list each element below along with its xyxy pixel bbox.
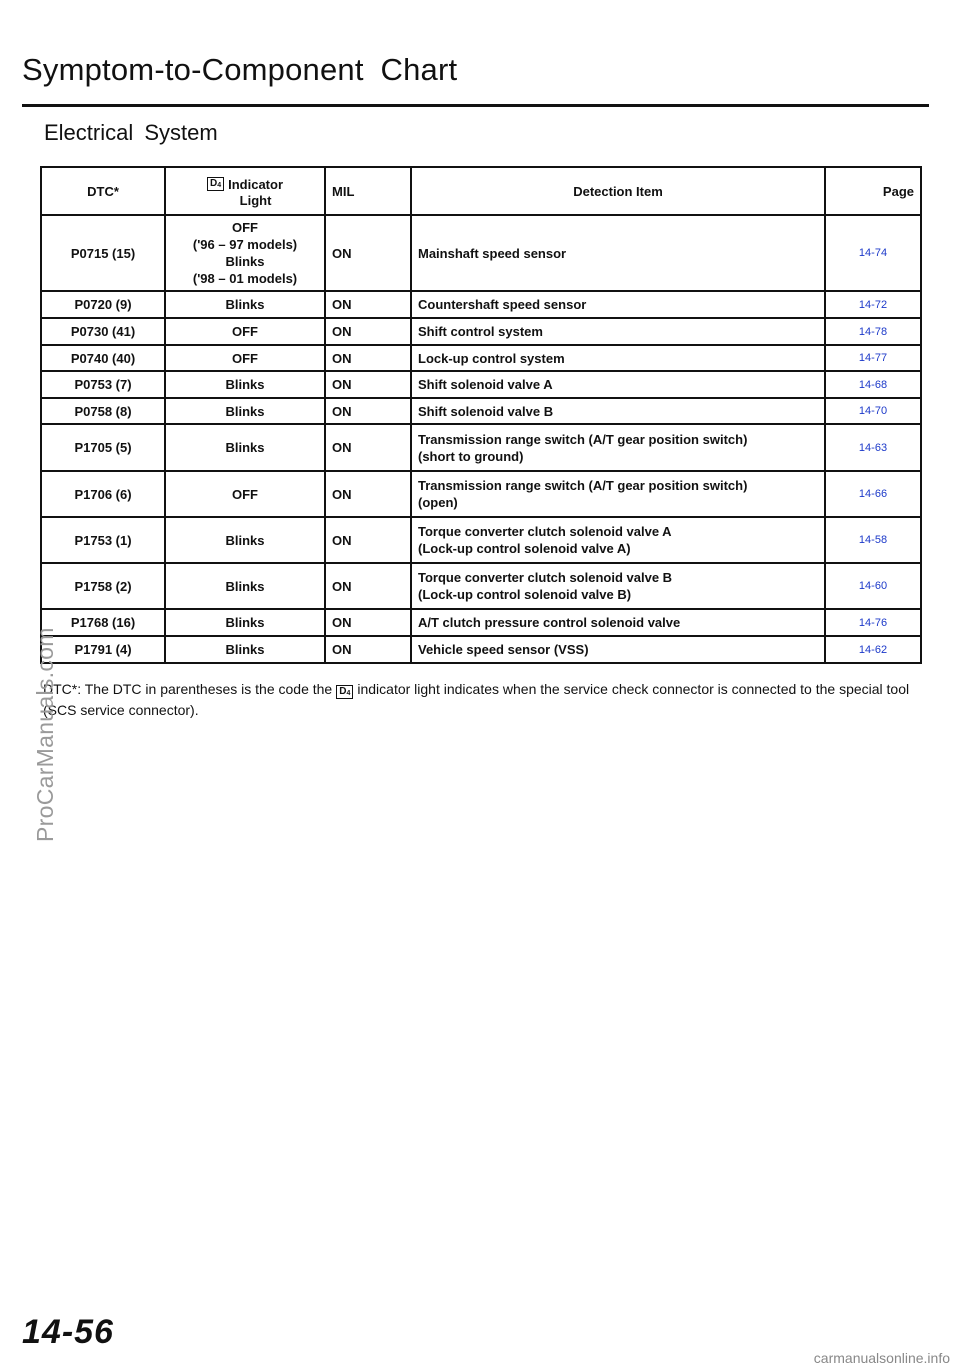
dtc-code: P0715 (15): [70, 245, 136, 261]
detection-item: Shift solenoid valve A: [418, 377, 553, 392]
page-reference-link[interactable]: 14-60: [858, 580, 888, 592]
table-row: [41, 424, 921, 471]
mil-status: ON: [332, 403, 352, 419]
indicator-status: Blinks: [225, 377, 265, 392]
dtc-code: P1791 (4): [74, 642, 132, 657]
page-reference-link[interactable]: 14-68: [858, 378, 888, 391]
table-row: [41, 345, 921, 371]
dtc-cell: [41, 398, 165, 424]
indicator-cell: [165, 371, 325, 398]
dtc-code: P1706 (6): [74, 486, 132, 502]
page-reference-link[interactable]: 14-66: [858, 488, 888, 500]
indicator-status: OFF: [232, 350, 258, 366]
detection-item: Lock-up control system: [418, 350, 565, 366]
dtc-cell: [41, 345, 165, 371]
mil-cell: [325, 517, 411, 563]
mil-cell: [325, 215, 411, 291]
mil-status: ON: [332, 377, 352, 392]
indicator-status: Blinks: [225, 532, 265, 548]
mil-cell: [325, 424, 411, 471]
symptom-table: [40, 166, 922, 664]
detection-item: Vehicle speed sensor (VSS): [418, 642, 589, 657]
dtc-cell: [41, 517, 165, 563]
mil-status: ON: [332, 642, 352, 657]
page-cell: [825, 471, 921, 517]
table-row: [41, 609, 921, 636]
header-mil: MIL: [325, 167, 411, 215]
dtc-cell: [41, 636, 165, 663]
indicator-status: Blinks: [225, 642, 265, 657]
detection-cell: [411, 609, 825, 636]
mil-cell: [325, 609, 411, 636]
table-row: [41, 471, 921, 517]
detection-cell: [411, 424, 825, 471]
dtc-code: P0740 (40): [70, 350, 136, 366]
page-cell: [825, 563, 921, 609]
mil-cell: [325, 636, 411, 663]
mil-cell: [325, 398, 411, 424]
header-indicator-line1: Indicator: [228, 176, 284, 192]
table-row: [41, 636, 921, 663]
indicator-status: Blinks: [225, 403, 265, 419]
dtc-cell: [41, 318, 165, 345]
detection-item: (Lock-up control solenoid valve B): [418, 587, 632, 602]
indicator-status: Blinks: [225, 440, 265, 455]
page-cell: [825, 398, 921, 424]
page-cell: [825, 424, 921, 471]
section-subtitle: Electrical System: [44, 120, 218, 145]
dtc-code: P0730 (41): [70, 324, 136, 339]
detection-item: Mainshaft speed sensor: [418, 245, 567, 261]
detection-item: A/T clutch pressure control solenoid valve: [418, 615, 681, 630]
detection-item: Transmission range switch (A/T gear position switch): [418, 431, 748, 447]
detection-cell: [411, 398, 825, 424]
mil-cell: [325, 318, 411, 345]
detection-item: (open): [418, 495, 458, 510]
mil-status: ON: [332, 615, 352, 630]
mil-status: ON: [332, 297, 352, 312]
dtc-cell: [41, 471, 165, 517]
indicator-status: ('98 – 01 models): [192, 271, 298, 286]
dtc-cell: [41, 291, 165, 318]
page-reference-link[interactable]: 14-77: [858, 352, 888, 364]
detection-item: (short to ground): [418, 448, 524, 464]
indicator-status: Blinks: [225, 254, 265, 269]
indicator-cell: [165, 345, 325, 371]
detection-cell: [411, 318, 825, 345]
detection-cell: [411, 471, 825, 517]
indicator-status: OFF: [232, 324, 258, 339]
footnote-prefix: DTC*: The DTC in parentheses is the code the: [43, 681, 333, 697]
indicator-status: OFF: [232, 486, 258, 502]
table-row: [41, 398, 921, 424]
mil-status: ON: [332, 486, 352, 502]
page-cell: [825, 636, 921, 663]
footnote: [43, 679, 913, 721]
dtc-cell: [41, 371, 165, 398]
indicator-status: Blinks: [225, 578, 265, 594]
footnote-suffix: indicator light indicates when the service check connector is connected to the special tool (SCS service connector).: [43, 681, 910, 718]
indicator-cell: [165, 318, 325, 345]
detection-item: Countershaft speed sensor: [418, 297, 587, 312]
detection-cell: [411, 345, 825, 371]
table-row: [41, 563, 921, 609]
dtc-code: P0720 (9): [74, 297, 132, 312]
dtc-cell: [41, 424, 165, 471]
header-page: Page: [825, 167, 921, 215]
dtc-code: P1758 (2): [74, 578, 132, 594]
page-cell: [825, 371, 921, 398]
indicator-cell: [165, 636, 325, 663]
title-rule: [22, 104, 929, 107]
page-reference-link[interactable]: 14-72: [858, 298, 888, 311]
table-row: [41, 318, 921, 345]
detection-item: Transmission range switch (A/T gear position switch): [418, 478, 748, 493]
detection-item: Shift control system: [418, 324, 543, 339]
detection-item: (Lock-up control solenoid valve A): [418, 541, 631, 556]
page-cell: [825, 609, 921, 636]
indicator-status: ('96 – 97 models): [192, 237, 298, 252]
dtc-code: P1768 (16): [70, 615, 136, 630]
page-cell: [825, 291, 921, 318]
page-reference-link[interactable]: 14-62: [858, 643, 888, 656]
page-reference-link[interactable]: 14-76: [858, 616, 888, 629]
mil-cell: [325, 563, 411, 609]
table-row: [41, 291, 921, 318]
indicator-cell: [165, 398, 325, 424]
table-header-row: [41, 167, 921, 215]
page-reference-link[interactable]: 14-70: [858, 405, 888, 417]
mil-status: ON: [332, 532, 352, 548]
dtc-cell: [41, 215, 165, 291]
detection-item: Shift solenoid valve B: [418, 403, 554, 419]
dtc-cell: [41, 563, 165, 609]
mil-cell: [325, 471, 411, 517]
page-cell: [825, 345, 921, 371]
table-row: [41, 215, 921, 291]
page-reference-link[interactable]: 14-78: [858, 325, 888, 338]
page-title: Symptom-to-Component Chart: [22, 52, 458, 87]
d4-indicator-icon: $D_4$: [207, 177, 224, 191]
page-cell: [825, 318, 921, 345]
mil-status: ON: [332, 350, 352, 366]
page-number: 14-56: [22, 1313, 114, 1351]
indicator-cell: [165, 424, 325, 471]
dtc-code: P1753 (1): [74, 532, 132, 548]
dtc-code: P0758 (8): [74, 403, 132, 419]
mil-status: ON: [332, 578, 352, 594]
detection-item: Torque converter clutch solenoid valve B: [418, 570, 673, 585]
d4-indicator-icon: $D_4$: [336, 685, 353, 699]
dtc-code: P0753 (7): [74, 377, 132, 392]
table-row: [41, 517, 921, 563]
mil-cell: [325, 291, 411, 318]
detection-cell: [411, 517, 825, 563]
mil-cell: [325, 371, 411, 398]
header-indicator-line2: Light: [239, 192, 272, 208]
page-cell: [825, 517, 921, 563]
table-row: [41, 371, 921, 398]
indicator-cell: [165, 517, 325, 563]
page-cell: [825, 215, 921, 291]
indicator-cell: [165, 609, 325, 636]
detection-cell: [411, 636, 825, 663]
detection-cell: [411, 563, 825, 609]
mil-status: ON: [332, 324, 352, 339]
indicator-cell: [165, 471, 325, 517]
detection-cell: [411, 215, 825, 291]
indicator-cell: [165, 563, 325, 609]
page-reference-link[interactable]: 14-74: [858, 247, 888, 259]
header-dtc: DTC*: [41, 167, 165, 215]
detection-cell: [411, 371, 825, 398]
indicator-status: OFF: [232, 220, 258, 235]
dtc-code: P1705 (5): [74, 440, 132, 455]
mil-cell: [325, 345, 411, 371]
mil-status: ON: [332, 440, 352, 455]
indicator-cell: [165, 291, 325, 318]
detection-cell: [411, 291, 825, 318]
mil-status: ON: [332, 245, 352, 261]
side-watermark: ProCarManuals.com: [32, 627, 58, 842]
indicator-cell: [165, 215, 325, 291]
indicator-status: Blinks: [225, 297, 265, 312]
footer-watermark: carmanualsonline.info: [813, 1350, 950, 1366]
header-detection: Detection Item: [411, 167, 825, 215]
dtc-cell: [41, 609, 165, 636]
page-reference-link[interactable]: 14-58: [858, 534, 888, 546]
indicator-status: Blinks: [225, 615, 265, 630]
header-indicator: [165, 167, 325, 215]
page-reference-link[interactable]: 14-63: [858, 441, 888, 454]
detection-item: Torque converter clutch solenoid valve A: [418, 524, 672, 539]
